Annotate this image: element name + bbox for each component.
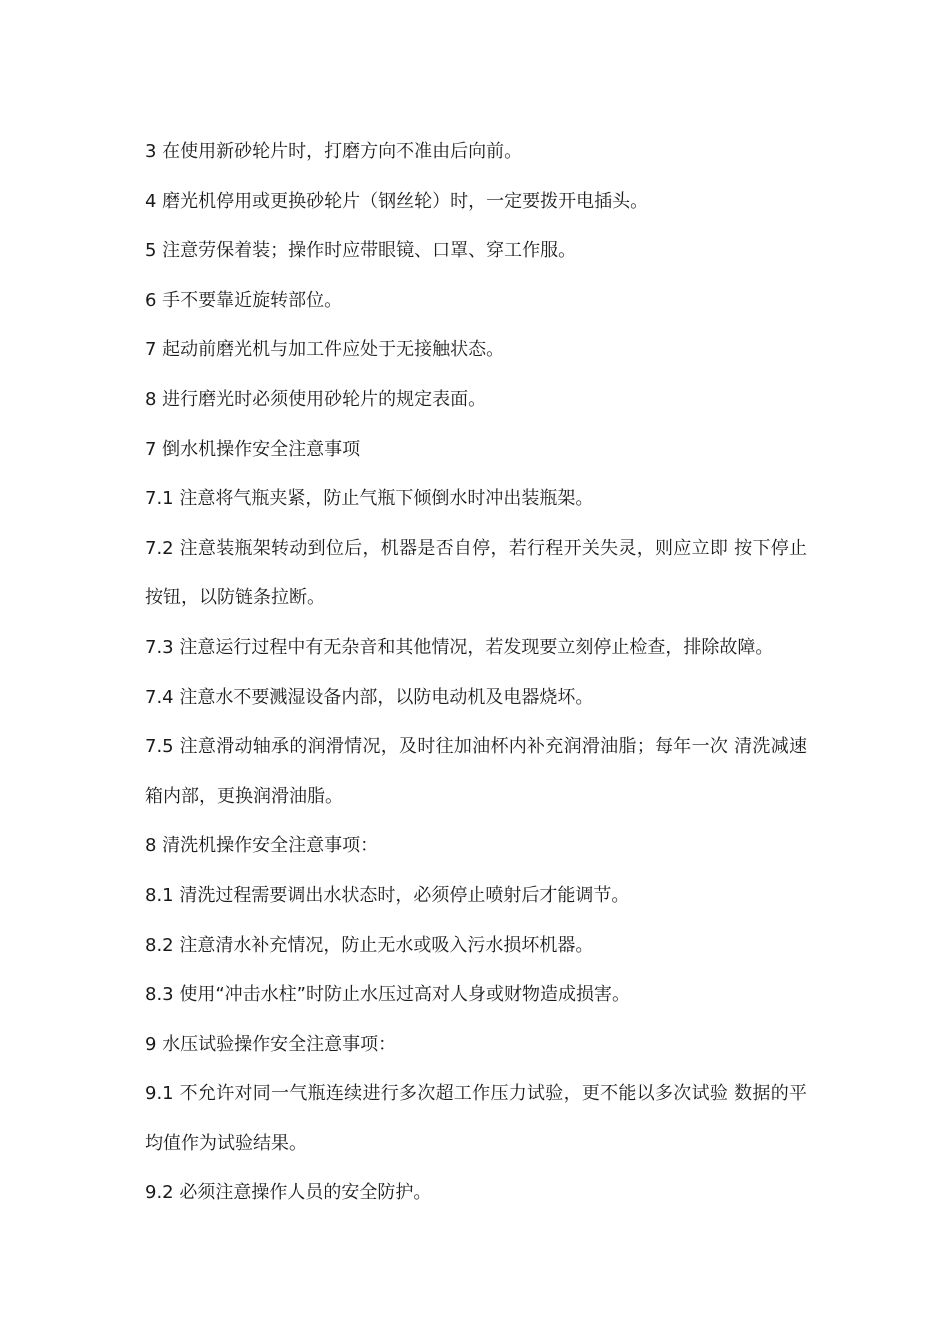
document-body — [145, 127, 807, 1218]
paragraph-7-3: 7.3 注意运行过程中有无杂音和其他情况，若发现要立刻停止检查，排除故障。 — [145, 636, 774, 658]
paragraph-8-1: 8.1 清洗过程需要调出水状态时，必须停止喷射后才能调节。 — [145, 884, 630, 906]
paragraph-8-2: 8.2 注意清水补充情况，防止无水或吸入污水损坏机器。 — [145, 934, 594, 956]
section-heading-7: 7 倒水机操作安全注意事项 — [145, 438, 361, 460]
paragraph-1: 3 在使用新砂轮片时，打磨方向不准由后向前。 — [145, 141, 523, 162]
paragraph-2: 4 磨光机停用或更换砂轮片（钢丝轮）时，一定要拨开电插头。 — [145, 190, 649, 212]
paragraph-7-1: 7.1 注意将气瓶夹紧，防止气瓶下倾倒水时冲出装瓶架。 — [145, 488, 594, 510]
section-heading-9: 9 水压试验操作安全注意事项： — [145, 1033, 397, 1055]
paragraph-4: 6 手不要靠近旋转部位。 — [145, 289, 343, 311]
paragraph-6: 8 进行磨光时必须使用砂轮片的规定表面。 — [145, 388, 487, 410]
paragraph-9-2: 9.2 必须注意操作人员的安全防护。 — [145, 1182, 432, 1204]
paragraph-7-4: 7.4 注意水不要溅湿设备内部，以防电动机及电器烧坏。 — [145, 686, 594, 708]
paragraph-7-2: 7.2 注意装瓶架转动到位后，机器是否自停，若行程开关失灵，则应立即 按下停止按钮，以防链条拉断。 — [145, 537, 807, 609]
paragraph-9-1: 9.1 不允许对同一气瓶连续进行多次超工作压力试验，更不能以多次试验 数据的平均值作为试验结果。 — [145, 1083, 807, 1154]
paragraph-7-5: 7.5 注意滑动轴承的润滑情况，及时往加油杯内补充润滑油脂；每年一次 清洗减速箱内部，更换润滑油脂。 — [145, 736, 807, 807]
paragraph-8-3: 8.3 使用“冲击水柱”时防止水压过高对人身或财物造成损害。 — [145, 984, 630, 1006]
paragraph-3: 5 注意劳保着装；操作时应带眼镜、口罩、穿工作服。 — [145, 240, 577, 262]
section-heading-8: 8 清洗机操作安全注意事项： — [145, 835, 379, 857]
paragraph-5: 7 起动前磨光机与加工件应处于无接触状态。 — [145, 339, 505, 361]
